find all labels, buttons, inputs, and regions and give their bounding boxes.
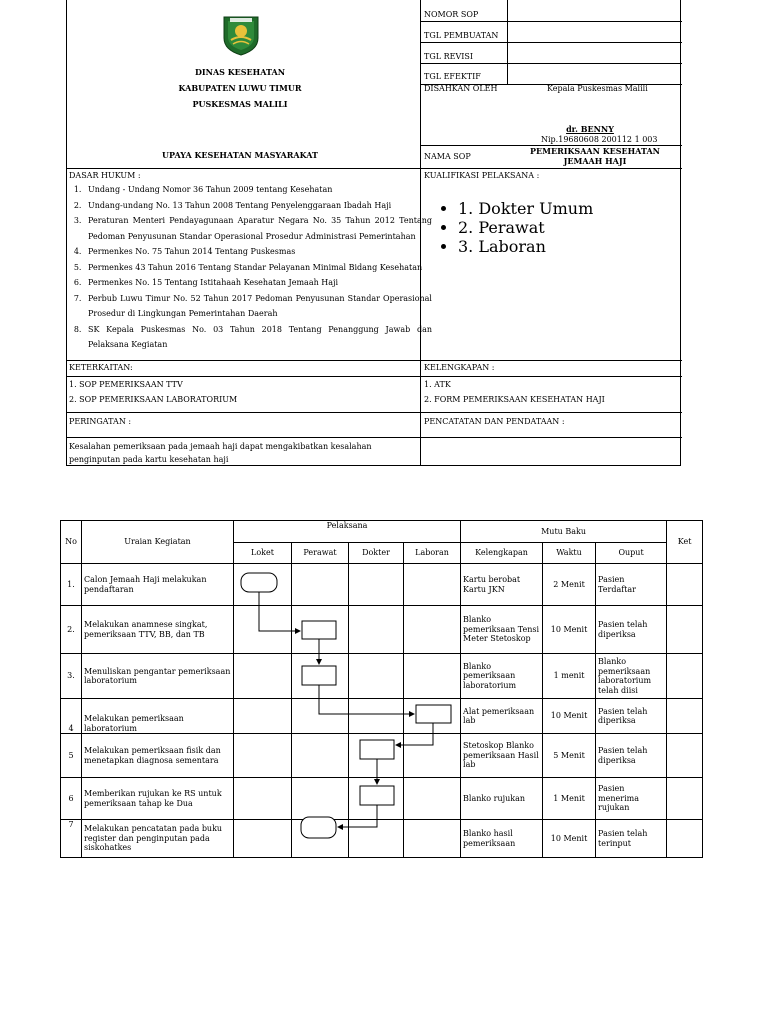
row-no: 6: [61, 778, 82, 820]
peringatan-label: PERINGATAN :: [69, 417, 132, 426]
tgl-revisi-label: TGL REVISI: [424, 52, 474, 61]
flow-process-dokter: [360, 740, 394, 759]
org-puskesmas: PUSKESMAS MALILI: [192, 99, 288, 109]
tgl-efektif-label: TGL EFEKTIF: [424, 72, 481, 81]
kualifikasi-item: • 1. Dokter Umum: [458, 199, 593, 218]
header-loket: Loket: [234, 543, 292, 564]
header-no: No: [61, 521, 82, 564]
row-waktu: 2 Menit: [543, 564, 596, 606]
flow-process-dokter-2: [360, 786, 394, 805]
flow-connector: [338, 805, 377, 827]
row-no: 7: [61, 820, 82, 858]
disahkan-value: Kepala Puskesmas Malili: [547, 84, 648, 93]
row-waktu: 5 Menit: [543, 734, 596, 778]
row-uraian: Melakukan pencatatan pada buku register dan penginputan pada siskohatkes: [82, 820, 234, 858]
nama-sop-line1: PEMERIKSAAN KESEHATAN: [530, 146, 660, 156]
dasar-hukum-item: 2. Undang-undang No. 13 Tahun 2008 Tentang Penyelenggaraan Ibadah Haji: [84, 198, 432, 214]
header-perawat: Perawat: [292, 543, 349, 564]
keterkaitan-item: 2. SOP PEMERIKSAAN LABORATORIUM: [69, 395, 238, 404]
row-waktu: 10 Menit: [543, 820, 596, 858]
program-title: UPAYA KESEHATAN MASYARAKAT: [162, 150, 318, 160]
row-waktu: 1 Menit: [543, 778, 596, 820]
row-uraian: Melakukan pemeriksaan laboratorium: [82, 699, 234, 734]
org-dinas: DINAS KESEHATAN: [194, 67, 286, 77]
peringatan-text: Kesalahan pemeriksaan pada jemaah haji dapat mengakibatkan kesalahan penginputan pada kartu kesehatan haji: [69, 442, 372, 464]
dasar-hukum-item: 5. Permenkes 43 Tahun 2016 Tentang Standar Pelayanan Minimal Bidang Kesehatan: [84, 260, 432, 276]
flow-process-perawat: [302, 621, 336, 639]
disahkan-label: DISAHKAN OLEH: [424, 84, 498, 93]
header-laboran: Laboran: [404, 543, 461, 564]
flow-process-perawat-2: [302, 666, 336, 685]
flow-connector: [319, 685, 414, 714]
header-uraian: Uraian Kegiatan: [82, 521, 234, 564]
dasar-hukum-item: 1. Undang - Undang Nomor 36 Tahun 2009 tentang Kesehatan: [84, 182, 432, 198]
header-ouput: Ouput: [596, 543, 667, 564]
keterkaitan-item: 1. SOP PEMERIKSAAN TTV: [69, 380, 183, 389]
row-no: 1.: [61, 564, 82, 606]
row-kelengkapan: Alat pemeriksaan lab: [461, 699, 543, 734]
row-uraian: Melakukan anamnese singkat, pemeriksaan TTV, BB, dan TB: [82, 606, 234, 654]
kelengkapan-item: 2. FORM PEMERIKSAAN KESEHATAN HAJI: [424, 395, 605, 404]
pencatatan-label: PENCATATAN DAN PENDATAAN :: [424, 417, 565, 426]
row-no: 2.: [61, 606, 82, 654]
row-kelengkapan: Blanko rujukan: [461, 778, 543, 820]
header-dokter: Dokter: [349, 543, 404, 564]
header-ket: Ket: [667, 521, 703, 564]
row-output: Pasien telah terinput: [596, 820, 667, 858]
nama-sop-label: NAMA SOP: [424, 152, 471, 161]
flow-connector: [396, 723, 433, 745]
row-kelengkapan: Stetoskop Blanko pemeriksaan Hasil lab: [461, 734, 543, 778]
header-mutu-baku: Mutu Baku: [461, 521, 667, 543]
dasar-hukum-item: 4. Permenkes No. 75 Tahun 2014 Tentang Puskesmas: [84, 244, 432, 260]
nama-sop-line2: JEMAAH HAJI: [563, 156, 627, 166]
row-waktu: 10 Menit: [543, 606, 596, 654]
signer-nip: Nip.19680608 200112 1 003: [541, 135, 658, 144]
signer-name: dr. BENNY: [566, 124, 614, 134]
flow-terminator-end: [301, 817, 336, 838]
kualifikasi-label: KUALIFIKASI PELAKSANA :: [424, 171, 540, 180]
kelengkapan-label: KELENGKAPAN :: [424, 363, 495, 372]
row-uraian: Memberikan rujukan ke RS untuk pemeriksaan tahap ke Dua: [82, 778, 234, 820]
row-output: Blanko pemeriksaan laboratorium telah diisi: [596, 654, 667, 699]
kelengkapan-item: 1. ATK: [424, 380, 451, 389]
row-output: Pasien telah diperiksa: [596, 606, 667, 654]
flow-terminator-start: [241, 573, 277, 592]
kualifikasi-item: • 2. Perawat: [458, 218, 593, 237]
flow-process-laboran: [416, 705, 451, 723]
nomor-sop-label: NOMOR SOP: [424, 10, 479, 19]
row-no: 4: [61, 699, 82, 734]
row-waktu: 10 Menit: [543, 699, 596, 734]
row-waktu: 1 menit: [543, 654, 596, 699]
row-output: Pasien telah diperiksa: [596, 734, 667, 778]
header-kelengkapan: Kelengkapan: [461, 543, 543, 564]
kualifikasi-item: • 3. Laboran: [458, 237, 593, 256]
row-kelengkapan: Blanko pemeriksaan laboratorium: [461, 654, 543, 699]
row-output: Pasien telah diperiksa: [596, 699, 667, 734]
dasar-hukum-item: 8. SK Kepala Puskesmas No. 03 Tahun 2018 Tentang Penanggung Jawab dan Pelaksana Kegiatan: [84, 322, 432, 353]
row-uraian: Calon Jemaah Haji melakukan pendaftaran: [82, 564, 234, 606]
header-waktu: Waktu: [543, 543, 596, 564]
keterkaitan-label: KETERKAITAN:: [69, 363, 133, 372]
dasar-hukum-item: 7. Perbub Luwu Timur No. 52 Tahun 2017 Pedoman Penyusunan Standar Operasional Prosedur di Lingkungan Pemerintahan Daerah: [84, 291, 432, 322]
row-kelengkapan: Kartu berobat Kartu JKN: [461, 564, 543, 606]
row-kelengkapan: Blanko pemeriksaan Tensi Meter Stetoskop: [461, 606, 543, 654]
row-uraian: Melakukan pemeriksaan fisik dan menetapkan diagnosa sementara: [82, 734, 234, 778]
row-output: Pasien Terdaftar: [596, 564, 667, 606]
flow-connector: [259, 592, 300, 631]
dasar-hukum-item: 6. Permenkes No. 15 Tentang Istitahaah Kesehatan Jemaah Haji: [84, 275, 432, 291]
org-kabupaten: KABUPATEN LUWU TIMUR: [178, 83, 302, 93]
dasar-hukum-label: DASAR HUKUM :: [69, 171, 141, 180]
row-kelengkapan: Blanko hasil pemeriksaan: [461, 820, 543, 858]
row-no: 3.: [61, 654, 82, 699]
dasar-hukum-item: 3. Peraturan Menteri Pendayagunaan Aparatur Negara No. 35 Tahun 2012 Tentang Pedoman Penyusunan Standar Operasional Prosedur Administrasi Pemerintahan: [84, 213, 432, 244]
row-output: Pasien menerima rujukan: [596, 778, 667, 820]
header-pelaksana: Pelaksana: [234, 521, 461, 543]
row-no: 5: [61, 734, 82, 778]
tgl-pembuatan-label: TGL PEMBUATAN: [424, 31, 499, 40]
row-uraian: Menuliskan pengantar pemeriksaan laboratorium: [82, 654, 234, 699]
